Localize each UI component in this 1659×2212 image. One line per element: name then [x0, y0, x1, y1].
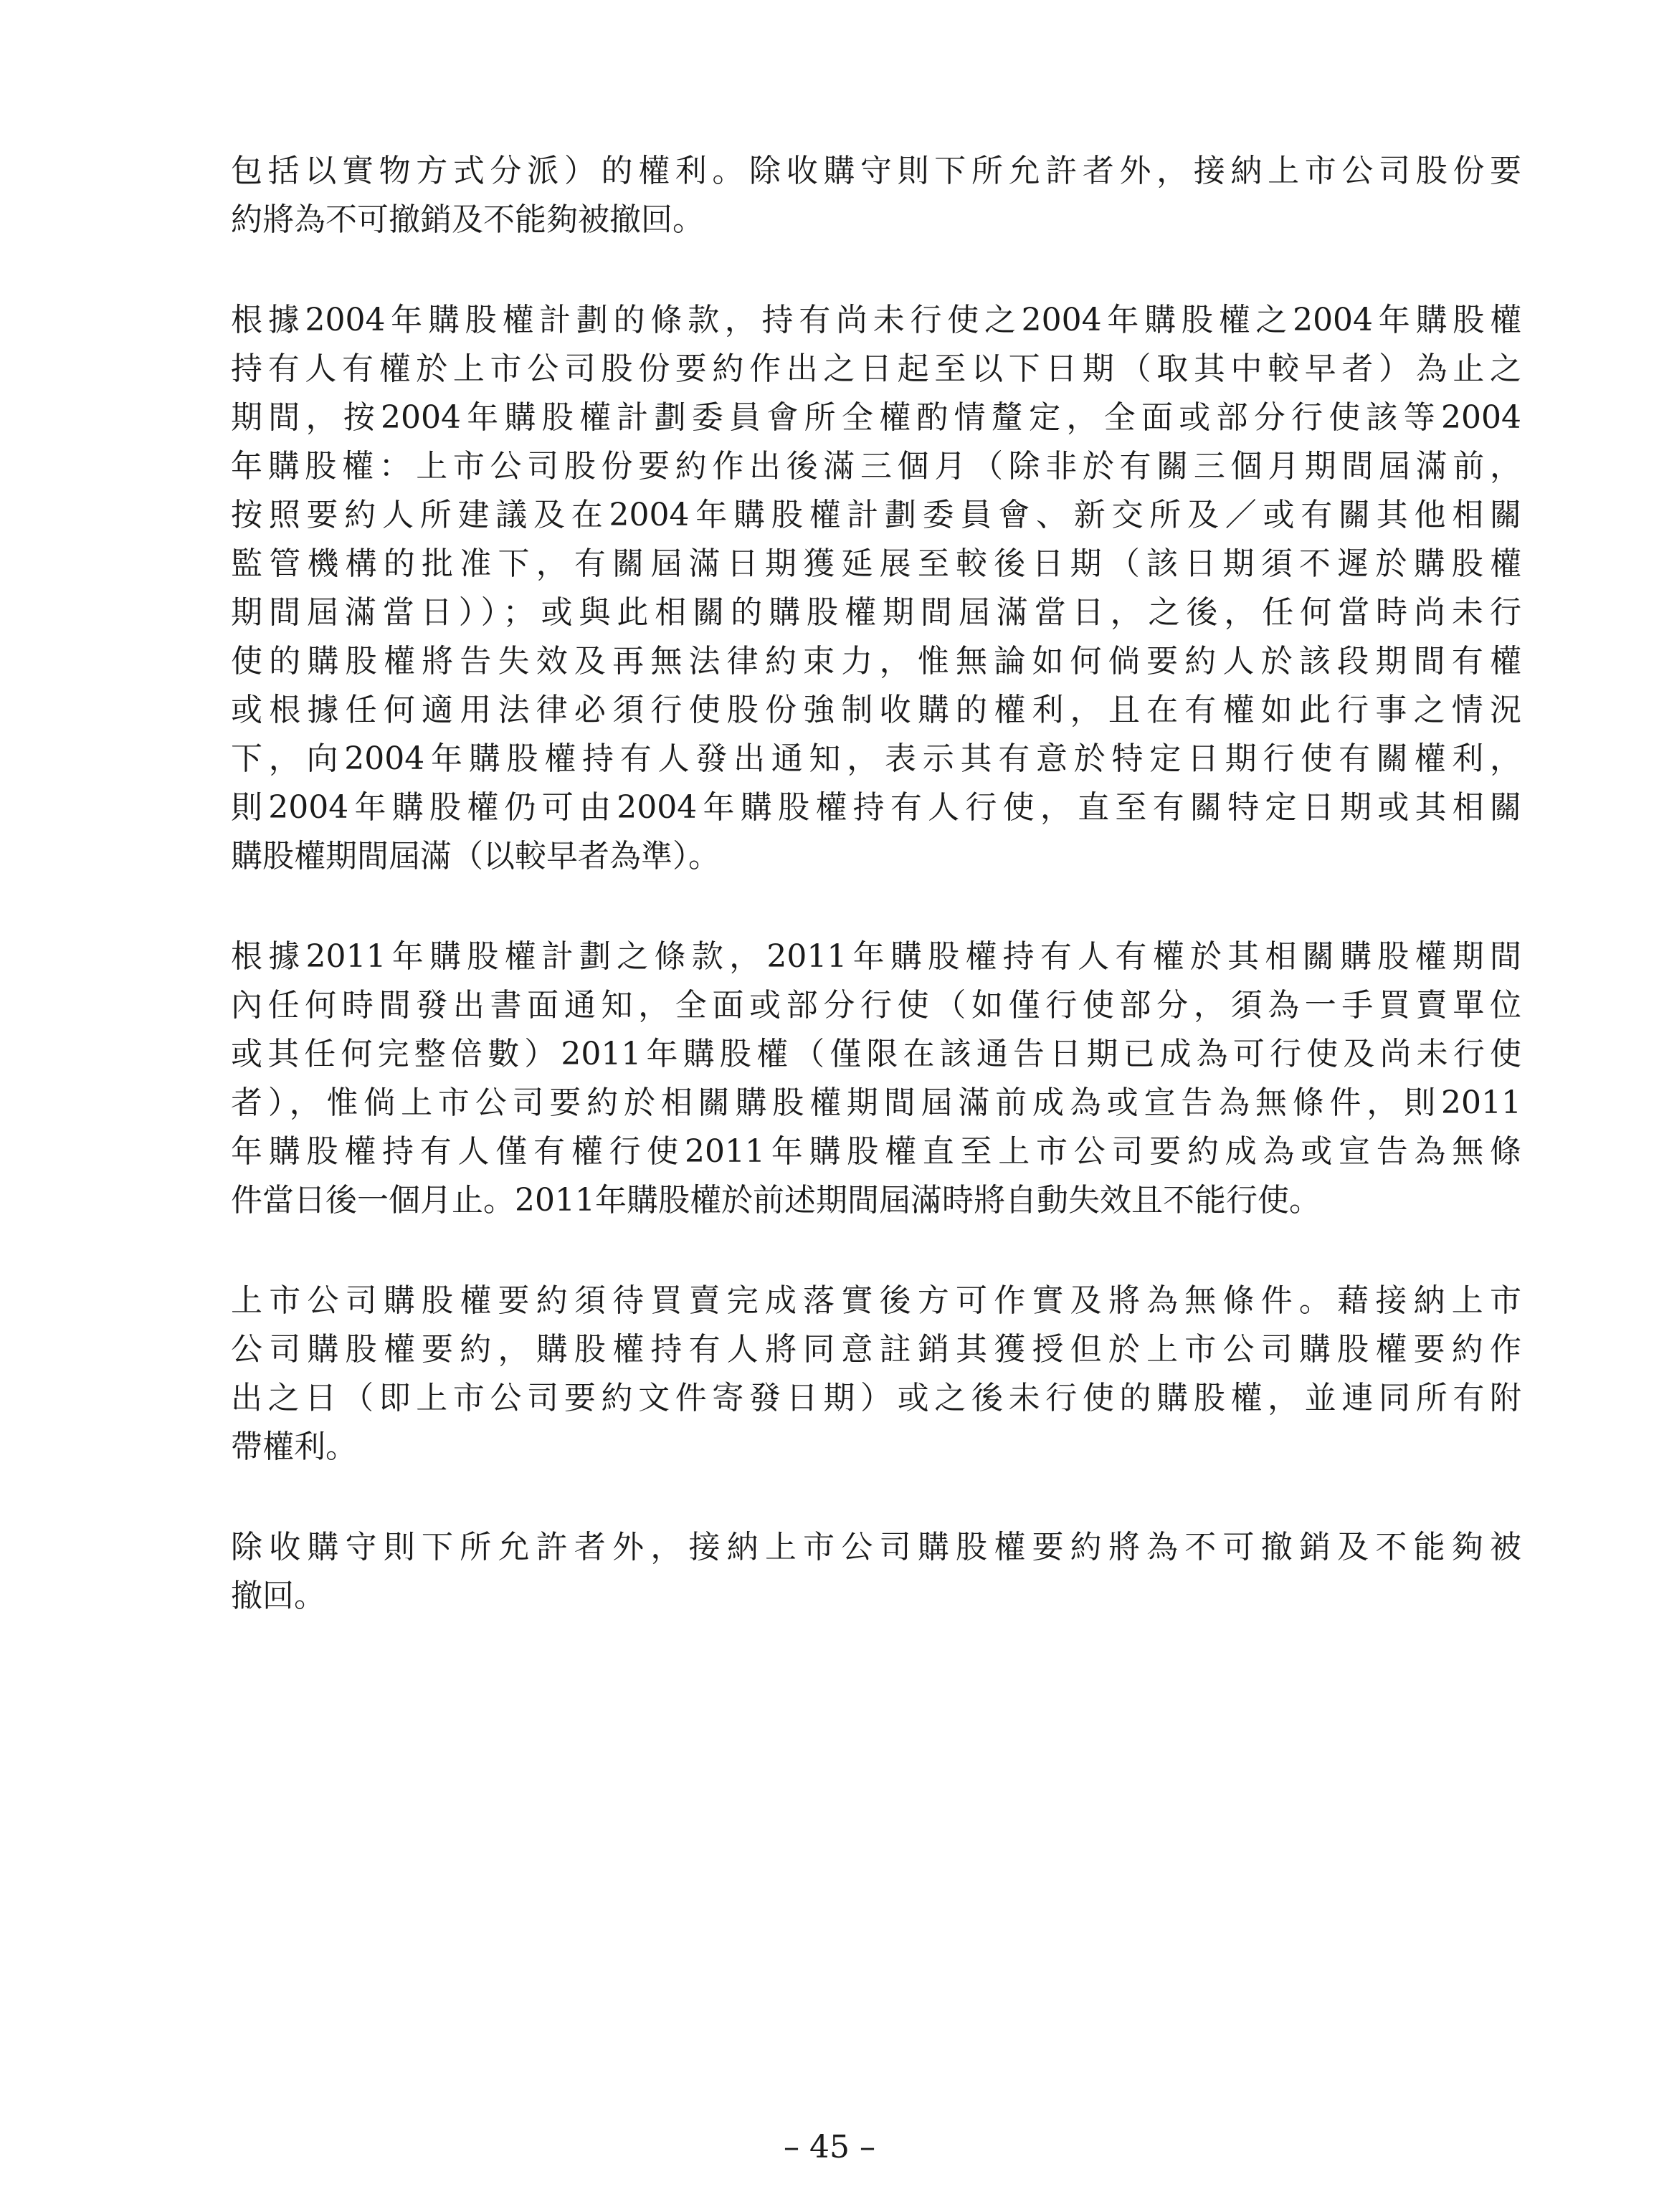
text-line: 帶權利。 [231, 1429, 357, 1465]
text-line: 則2004年購股權仍可由2004年購股權持有人行使，直至有關特定日期或其相關 [231, 789, 1521, 826]
paragraph-5 [231, 1523, 1521, 1621]
text-line: 期間屆滿當日））；或與此相關的購股權期間屆滿當日，之後，任何當時尚未行 [231, 594, 1521, 631]
text-line: 出之日（即上市公司要約文件寄發日期）或之後未行使的購股權，並連同所有附 [231, 1380, 1521, 1416]
text-line: 除收購守則下所允許者外，接納上市公司購股權要約將為不可撤銷及不能夠被 [231, 1529, 1521, 1565]
text-line: 購股權期間屆滿（以較早者為準）。 [231, 838, 720, 874]
text-line: 約將為不可撤銷及不能夠被撤回。 [231, 201, 704, 238]
body-text [231, 147, 1521, 1672]
text-line: 者），惟倘上市公司要約於相關購股權期間屆滿前成為或宣告為無條件，則2011 [231, 1084, 1521, 1121]
text-line: 使的購股權將告失效及再無法律約束力，惟無論如何倘要約人於該段期間有權 [231, 643, 1521, 680]
page-number: – 45 – [784, 2129, 875, 2165]
text-line: 監管機構的批准下，有關屆滿日期獲延展至較後日期（該日期須不遲於購股權 [231, 545, 1521, 582]
text-line: 公司購股權要約，購股權持有人將同意註銷其獲授但於上市公司購股權要約作 [231, 1331, 1521, 1368]
text-line: 持有人有權於上市公司股份要約作出之日起至以下日期（取其中較早者）為止之 [231, 351, 1521, 387]
paragraph-2 [231, 296, 1521, 881]
text-line: 根據2004年購股權計劃的條款，持有尚未行使之2004年購股權之2004年購股權 [231, 302, 1521, 338]
text-line: 包括以實物方式分派）的權利。除收購守則下所允許者外，接納上市公司股份要 [231, 153, 1521, 189]
text-line: 件當日後一個月止。2011年購股權於前述期間屆滿時將自動失效且不能行使。 [231, 1182, 1321, 1219]
text-line: 根據2011年購股權計劃之條款，2011年購股權持有人有權於其相關購股權期間 [231, 938, 1521, 975]
text-line: 或根據任何適用法律必須行使股份強制收購的權利，且在有權如此行事之情況 [231, 692, 1521, 728]
paragraph-1 [231, 147, 1521, 244]
text-line: 撤回。 [231, 1578, 325, 1614]
text-line: 年購股權持有人僅有權行使2011年購股權直至上市公司要約成為或宣告為無條 [231, 1133, 1521, 1170]
paragraph-4 [231, 1277, 1521, 1472]
paragraph-3 [231, 933, 1521, 1225]
text-line: 按照要約人所建議及在2004年購股權計劃委員會、新交所及／或有關其他相關 [231, 497, 1521, 533]
text-line: 內任何時間發出書面通知，全面或部分行使（如僅行使部分，須為一手買賣單位 [231, 987, 1521, 1024]
text-line: 上市公司購股權要約須待買賣完成落實後方可作實及將為無條件。藉接納上市 [231, 1282, 1521, 1319]
text-line: 或其任何完整倍數）2011年購股權（僅限在該通告日期已成為可行使及尚未行使 [231, 1036, 1521, 1072]
text-line: 年購股權：上市公司股份要約作出後滿三個月（除非於有關三個月期間屆滿前， [231, 448, 1521, 485]
text-line: 下，向2004年購股權持有人發出通知，表示其有意於特定日期行使有關權利， [231, 740, 1521, 777]
text-line: 期間，按2004年購股權計劃委員會所全權酌情釐定，全面或部分行使該等2004 [231, 399, 1521, 436]
